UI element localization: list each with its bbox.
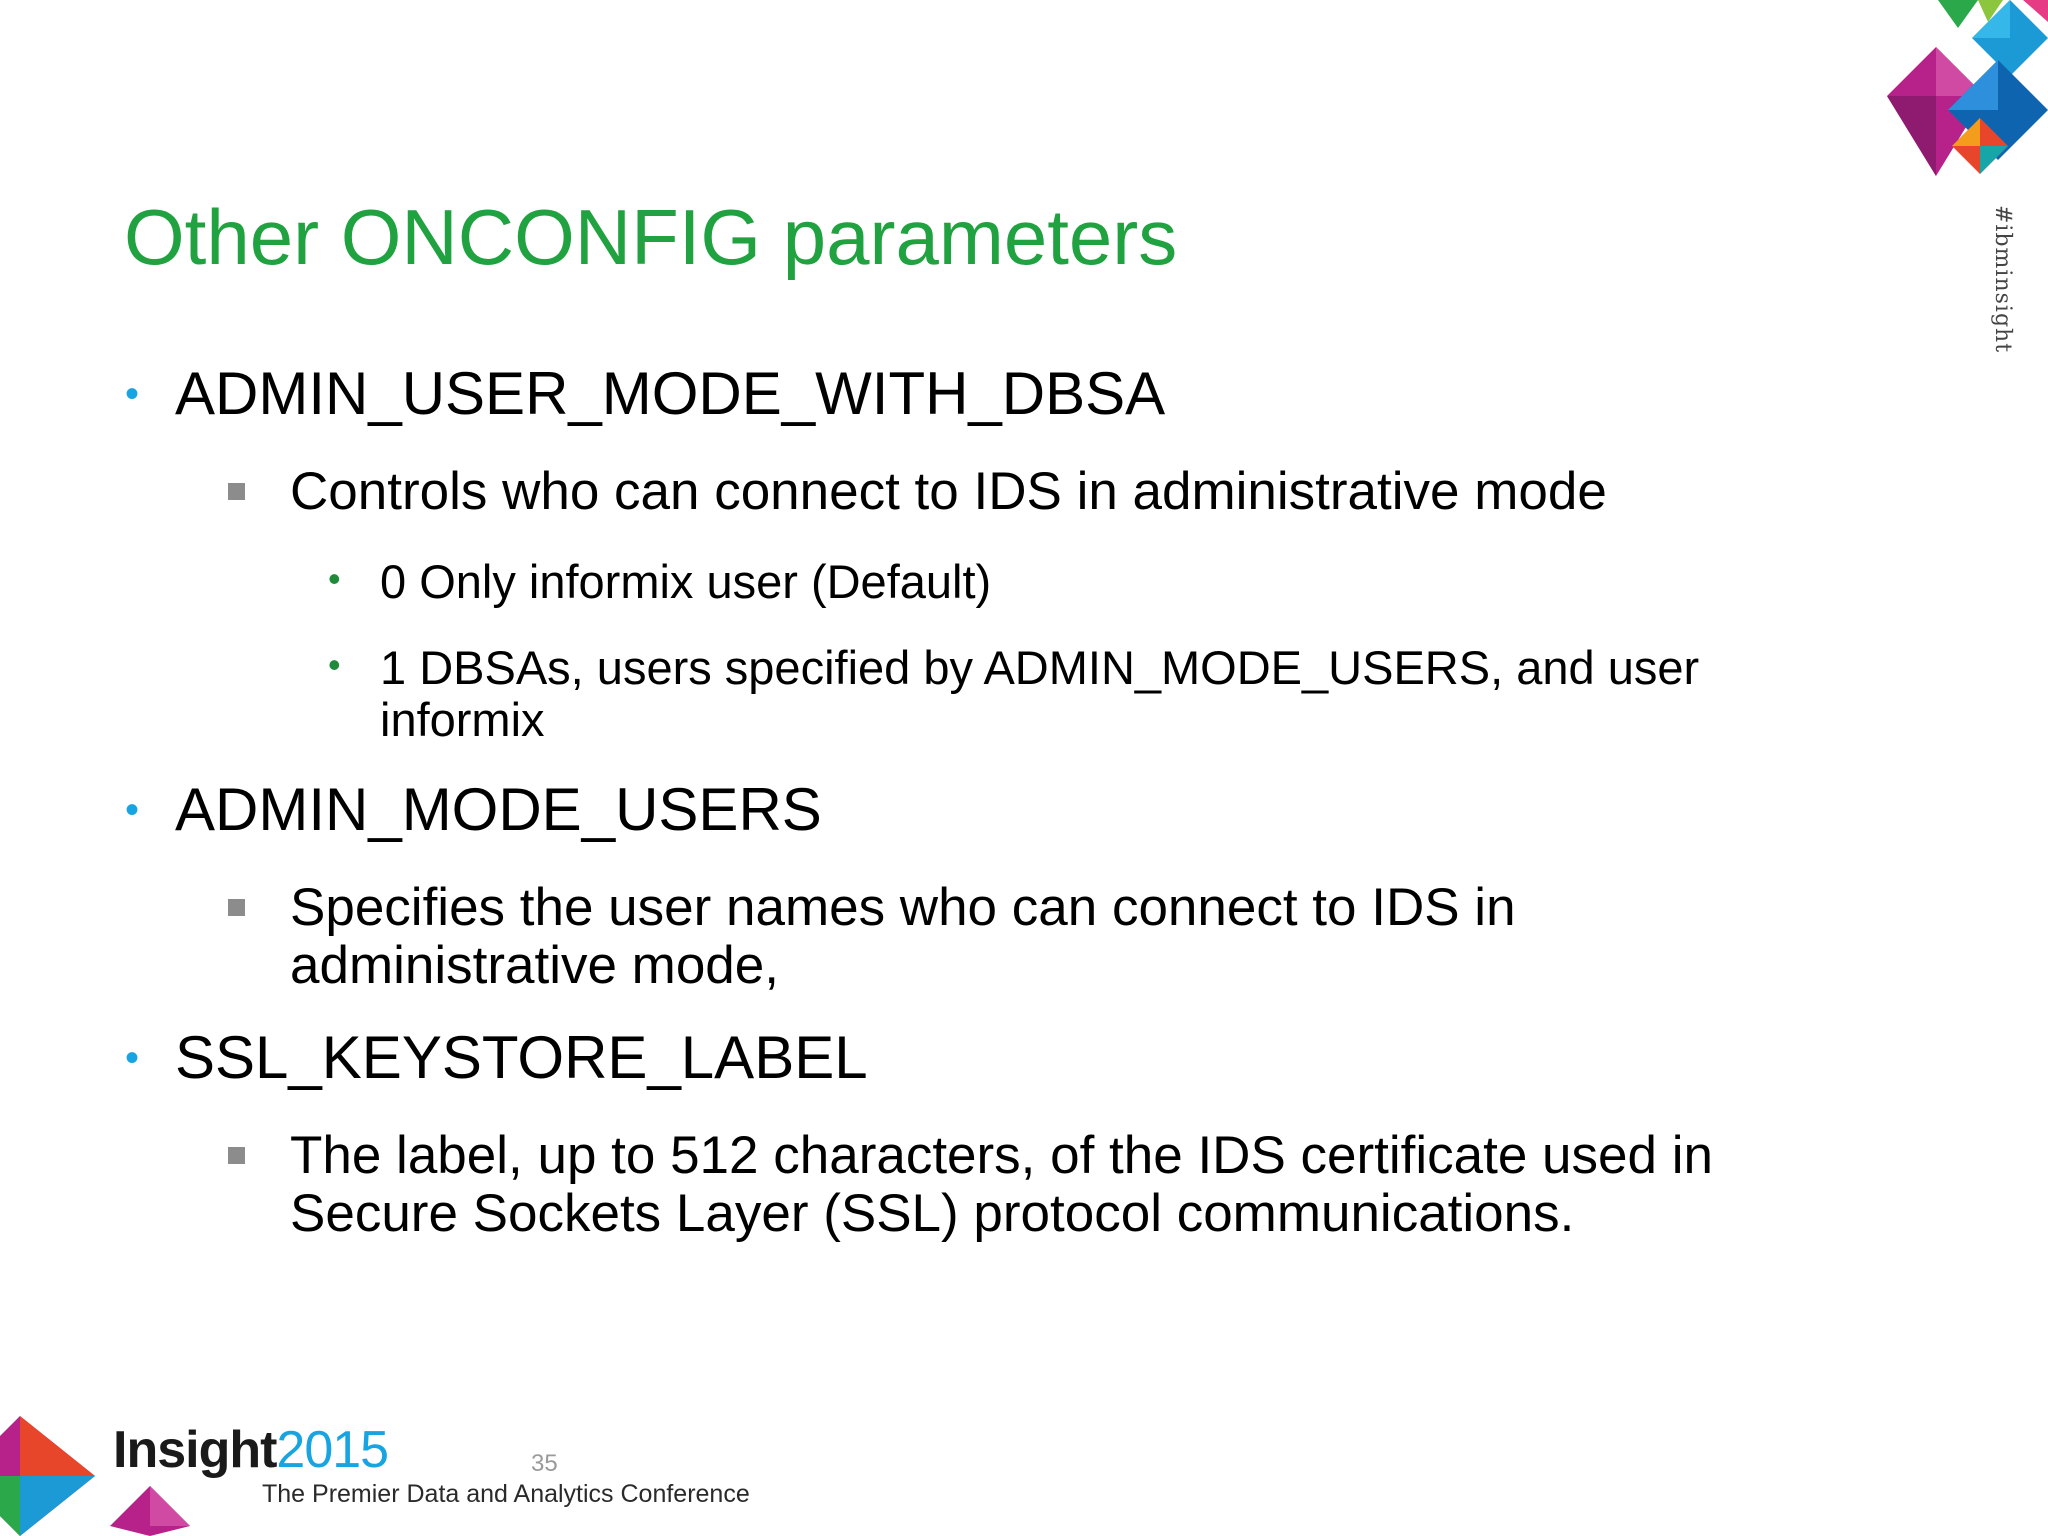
bullet-dot: • xyxy=(328,558,341,599)
bullet-text: ADMIN_USER_MODE_WITH_DBSA xyxy=(175,360,1166,427)
square-bullet xyxy=(228,899,245,916)
sub-bullet-text: The label, up to 512 characters, of the IDS certificate used in Secure Sockets Layer (SSL) protocol communications. xyxy=(290,1126,1713,1243)
square-bullet xyxy=(228,483,245,500)
bullet-admin-mode-users xyxy=(125,776,822,843)
sub-bullet-controls xyxy=(290,463,1850,521)
logo-year: 2015 xyxy=(276,1421,389,1479)
bullet-dot: • xyxy=(125,372,140,416)
square-bullet xyxy=(228,1147,245,1164)
conference-tagline: The Premier Data and Analytics Conference xyxy=(262,1480,750,1508)
sub-sub-bullet-option-0 xyxy=(328,555,1860,608)
slide-title: Other ONCONFIG parameters xyxy=(124,193,1178,281)
sub-bullet-specifies xyxy=(290,879,1620,995)
bullet-dot: • xyxy=(125,1036,140,1080)
sub-bullet-text: Specifies the user names who can connect to IDS in administrative mode, xyxy=(290,878,1516,995)
sub-sub-bullet-text: 0 Only informix user (Default) xyxy=(380,555,992,608)
bullet-dot: • xyxy=(328,644,341,685)
sub-bullet-text: Controls who can connect to IDS in administrative mode xyxy=(290,462,1607,521)
sub-sub-bullet-option-1 xyxy=(328,641,1860,746)
bullet-text: ADMIN_MODE_USERS xyxy=(175,776,822,843)
sub-bullet-label-desc xyxy=(290,1127,1850,1243)
insight-logo xyxy=(113,1420,388,1480)
page-number: 35 xyxy=(531,1450,558,1477)
bullet-ssl-keystore-label xyxy=(125,1024,868,1091)
sub-sub-bullet-text: 1 DBSAs, users specified by ADMIN_MODE_USERS, and user informix xyxy=(380,641,1700,746)
bullet-text: SSL_KEYSTORE_LABEL xyxy=(175,1024,868,1091)
bullet-dot: • xyxy=(125,788,140,832)
bullet-admin-user-mode-with-dbsa xyxy=(125,360,1166,427)
hashtag-label: #ibminsight xyxy=(1990,205,2015,354)
logo-word: Insight xyxy=(113,1421,277,1479)
